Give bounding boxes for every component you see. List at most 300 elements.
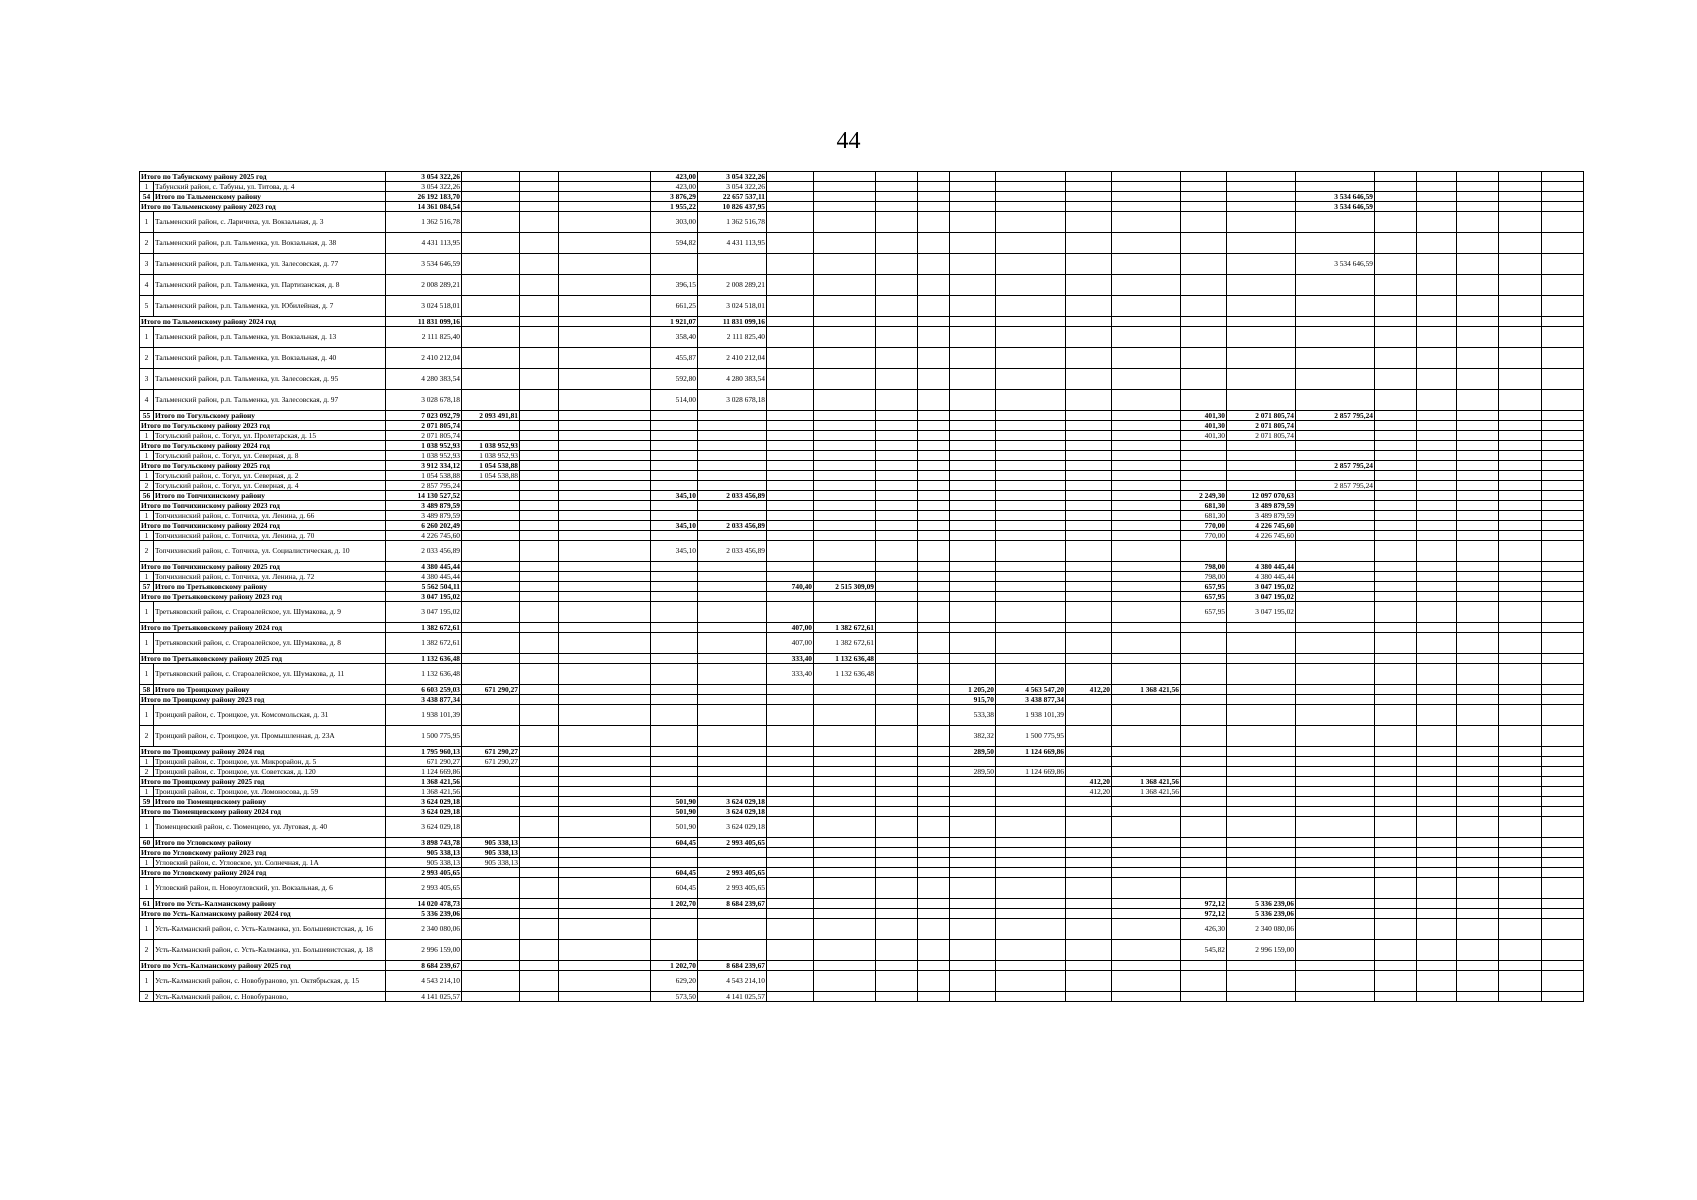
table-row (140, 664, 1584, 685)
empty-cell (996, 491, 1066, 501)
empty-cell (876, 592, 918, 602)
empty-cell (1375, 757, 1417, 767)
empty-cell (462, 633, 520, 654)
empty-cell (1066, 348, 1112, 369)
row-index-cell: 59 (140, 797, 154, 807)
empty-cell (876, 654, 918, 664)
empty-cell (1296, 747, 1375, 757)
empty-cell (1457, 461, 1499, 471)
empty-cell (1066, 531, 1112, 541)
empty-cell (950, 562, 996, 572)
empty-cell (462, 501, 520, 511)
empty-cell (462, 192, 520, 202)
empty-cell (1499, 192, 1542, 202)
empty-cell (698, 254, 767, 275)
empty-cell (1417, 592, 1457, 602)
row-index-cell: 61 (140, 899, 154, 909)
empty-cell (1457, 807, 1499, 817)
row-index-cell: 2 (140, 726, 154, 747)
empty-cell (1542, 491, 1584, 501)
empty-cell (996, 664, 1066, 685)
empty-cell (1457, 695, 1499, 705)
empty-cell (876, 348, 918, 369)
empty-cell (698, 858, 767, 868)
empty-cell (1066, 327, 1112, 348)
row-index-cell: 4 (140, 275, 154, 296)
empty-cell (1417, 369, 1457, 390)
amount-cell: 1 362 516,78 (386, 212, 462, 233)
empty-cell (1066, 421, 1112, 431)
amount-cell: 3 876,29 (651, 192, 698, 202)
empty-cell (1112, 327, 1181, 348)
empty-cell (876, 992, 918, 1002)
empty-cell (950, 511, 996, 521)
empty-cell (1542, 441, 1584, 451)
amount-cell: 8 684 239,67 (386, 961, 462, 971)
subtotal-row (140, 961, 1584, 971)
row-name-cell: Усть-Калманский район, с. Новобураново, (154, 992, 386, 1002)
amount-cell: 2 340 080,06 (386, 919, 462, 940)
empty-cell (918, 623, 950, 633)
empty-cell (520, 582, 559, 592)
empty-cell (814, 481, 876, 491)
row-index-cell: 2 (140, 992, 154, 1002)
empty-cell (996, 202, 1066, 212)
empty-cell (996, 369, 1066, 390)
empty-cell (559, 747, 651, 757)
amount-cell: 3 624 029,18 (698, 817, 767, 838)
empty-cell (1375, 817, 1417, 838)
amount-cell: 1 205,20 (950, 685, 996, 695)
empty-cell (1296, 797, 1375, 807)
empty-cell (462, 431, 520, 441)
empty-cell (1112, 572, 1181, 582)
empty-cell (1296, 233, 1375, 254)
empty-cell (1417, 411, 1457, 421)
empty-cell (559, 777, 651, 787)
amount-cell: 8 684 239,67 (698, 961, 767, 971)
empty-cell (559, 192, 651, 202)
row-name-cell: Итого по Угловскому району (154, 838, 386, 848)
empty-cell (996, 919, 1066, 940)
empty-cell (651, 685, 698, 695)
row-name-cell: Усть-Калманский район, с. Новобураново, ул. Октябрьская, д. 15 (154, 971, 386, 992)
district-total-row (140, 685, 1584, 695)
empty-cell (559, 572, 651, 582)
empty-cell (918, 909, 950, 919)
empty-cell (1066, 296, 1112, 317)
table-row (140, 787, 1584, 797)
empty-cell (1375, 327, 1417, 348)
empty-cell (918, 705, 950, 726)
empty-cell (520, 202, 559, 212)
empty-cell (1296, 421, 1375, 431)
empty-cell (1542, 726, 1584, 747)
empty-cell (950, 451, 996, 461)
district-total-row (140, 411, 1584, 421)
empty-cell (1375, 787, 1417, 797)
amount-cell: 1 795 960,13 (386, 747, 462, 757)
empty-cell (996, 562, 1066, 572)
amount-cell: 382,32 (950, 726, 996, 747)
empty-cell (520, 685, 559, 695)
empty-cell (814, 705, 876, 726)
empty-cell (1296, 602, 1375, 623)
empty-cell (918, 685, 950, 695)
empty-cell (651, 848, 698, 858)
amount-cell: 905 338,13 (462, 848, 520, 858)
empty-cell (996, 757, 1066, 767)
empty-cell (876, 971, 918, 992)
table-row (140, 757, 1584, 767)
empty-cell (1499, 878, 1542, 899)
empty-cell (814, 501, 876, 511)
empty-cell (559, 685, 651, 695)
empty-cell (1296, 562, 1375, 572)
empty-cell (1417, 868, 1457, 878)
amount-cell: 770,00 (1181, 531, 1227, 541)
empty-cell (1112, 909, 1181, 919)
empty-cell (996, 390, 1066, 411)
empty-cell (1417, 275, 1457, 296)
empty-cell (814, 491, 876, 501)
empty-cell (918, 848, 950, 858)
empty-cell (814, 685, 876, 695)
empty-cell (996, 797, 1066, 807)
empty-cell (520, 461, 559, 471)
empty-cell (559, 327, 651, 348)
empty-cell (1417, 961, 1457, 971)
empty-cell (651, 940, 698, 961)
row-index-cell: 1 (140, 705, 154, 726)
amount-cell: 2 033 456,89 (698, 491, 767, 501)
table-row (140, 531, 1584, 541)
empty-cell (918, 858, 950, 868)
row-name-cell: Итого по Табунскому району 2025 год (140, 172, 386, 182)
empty-cell (950, 501, 996, 511)
empty-cell (767, 807, 814, 817)
empty-cell (918, 919, 950, 940)
empty-cell (1542, 511, 1584, 521)
empty-cell (996, 623, 1066, 633)
empty-cell (876, 296, 918, 317)
row-index-cell: 1 (140, 971, 154, 992)
empty-cell (520, 878, 559, 899)
empty-cell (698, 633, 767, 654)
empty-cell (814, 807, 876, 817)
empty-cell (918, 172, 950, 182)
amount-cell: 423,00 (651, 182, 698, 192)
empty-cell (1181, 817, 1227, 838)
empty-cell (814, 787, 876, 797)
empty-cell (1499, 919, 1542, 940)
empty-cell (1375, 254, 1417, 275)
empty-cell (1457, 592, 1499, 602)
amount-cell: 501,90 (651, 807, 698, 817)
empty-cell (520, 654, 559, 664)
empty-cell (1375, 838, 1417, 848)
empty-cell (1499, 202, 1542, 212)
empty-cell (1457, 369, 1499, 390)
empty-cell (1375, 582, 1417, 592)
empty-cell (1066, 971, 1112, 992)
empty-cell (950, 212, 996, 233)
empty-cell (1296, 971, 1375, 992)
empty-cell (814, 511, 876, 521)
empty-cell (462, 572, 520, 582)
empty-cell (1296, 531, 1375, 541)
amount-cell: 3 054 322,26 (698, 172, 767, 182)
table-row (140, 481, 1584, 491)
empty-cell (698, 787, 767, 797)
subtotal-row (140, 868, 1584, 878)
empty-cell (520, 451, 559, 461)
empty-cell (1499, 940, 1542, 961)
amount-cell: 3 624 029,18 (386, 797, 462, 807)
empty-cell (950, 757, 996, 767)
empty-cell (1227, 705, 1296, 726)
table-row (140, 878, 1584, 899)
empty-cell (814, 182, 876, 192)
empty-cell (814, 471, 876, 481)
empty-cell (996, 582, 1066, 592)
empty-cell (950, 868, 996, 878)
empty-cell (1542, 919, 1584, 940)
empty-cell (1296, 787, 1375, 797)
empty-cell (918, 511, 950, 521)
empty-cell (1542, 481, 1584, 491)
empty-cell (876, 777, 918, 787)
empty-cell (1296, 654, 1375, 664)
empty-cell (1542, 592, 1584, 602)
empty-cell (1375, 807, 1417, 817)
amount-cell: 401,30 (1181, 431, 1227, 441)
empty-cell (1542, 838, 1584, 848)
empty-cell (767, 348, 814, 369)
empty-cell (1112, 817, 1181, 838)
empty-cell (1296, 390, 1375, 411)
empty-cell (520, 797, 559, 807)
row-name-cell: Тогульский район, с. Тогул, ул. Северная, д. 4 (154, 481, 386, 491)
empty-cell (1499, 654, 1542, 664)
table-row (140, 233, 1584, 254)
empty-cell (996, 777, 1066, 787)
empty-cell (1181, 317, 1227, 327)
amount-cell: 2 857 795,24 (1296, 461, 1375, 471)
amount-cell: 333,40 (767, 654, 814, 664)
empty-cell (1499, 971, 1542, 992)
empty-cell (1499, 747, 1542, 757)
empty-cell (918, 868, 950, 878)
empty-cell (698, 451, 767, 461)
empty-cell (918, 582, 950, 592)
subtotal-row (140, 202, 1584, 212)
empty-cell (1457, 511, 1499, 521)
empty-cell (1296, 705, 1375, 726)
empty-cell (651, 531, 698, 541)
empty-cell (950, 797, 996, 807)
empty-cell (1417, 797, 1457, 807)
empty-cell (1375, 212, 1417, 233)
empty-cell (814, 327, 876, 348)
empty-cell (950, 182, 996, 192)
amount-cell: 545,82 (1181, 940, 1227, 961)
empty-cell (876, 940, 918, 961)
empty-cell (1112, 491, 1181, 501)
empty-cell (1227, 348, 1296, 369)
empty-cell (767, 541, 814, 562)
empty-cell (876, 757, 918, 767)
empty-cell (814, 767, 876, 777)
table-row (140, 327, 1584, 348)
empty-cell (950, 421, 996, 431)
empty-cell (876, 317, 918, 327)
empty-cell (1112, 654, 1181, 664)
row-name-cell: Тогульский район, с. Тогул, ул. Пролетарская, д. 15 (154, 431, 386, 441)
empty-cell (1296, 471, 1375, 481)
empty-cell (876, 582, 918, 592)
empty-cell (950, 848, 996, 858)
empty-cell (1375, 441, 1417, 451)
empty-cell (1417, 296, 1457, 317)
empty-cell (1375, 471, 1417, 481)
empty-cell (1296, 777, 1375, 787)
empty-cell (814, 592, 876, 602)
empty-cell (767, 838, 814, 848)
amount-cell: 671 290,27 (386, 757, 462, 767)
empty-cell (1112, 582, 1181, 592)
empty-cell (918, 767, 950, 777)
empty-cell (1542, 961, 1584, 971)
amount-cell: 3 028 678,18 (386, 390, 462, 411)
empty-cell (1499, 431, 1542, 441)
empty-cell (1227, 992, 1296, 1002)
empty-cell (520, 777, 559, 787)
empty-cell (1417, 192, 1457, 202)
amount-cell: 2 857 795,24 (1296, 481, 1375, 491)
empty-cell (1375, 747, 1417, 757)
amount-cell: 905 338,13 (386, 858, 462, 868)
empty-cell (651, 747, 698, 757)
empty-cell (918, 431, 950, 441)
empty-cell (996, 541, 1066, 562)
empty-cell (918, 348, 950, 369)
empty-cell (767, 940, 814, 961)
amount-cell: 4 226 745,60 (386, 531, 462, 541)
empty-cell (950, 348, 996, 369)
empty-cell (1296, 582, 1375, 592)
empty-cell (1417, 348, 1457, 369)
empty-cell (1066, 848, 1112, 858)
amount-cell: 412,20 (1066, 787, 1112, 797)
amount-cell: 345,10 (651, 521, 698, 531)
empty-cell (651, 909, 698, 919)
empty-cell (814, 390, 876, 411)
row-name-cell: Третьяковский район, с. Староалейское, ул. Шумакова, д. 8 (154, 633, 386, 654)
empty-cell (1112, 848, 1181, 858)
empty-cell (1375, 797, 1417, 807)
amount-cell: 3 024 518,01 (698, 296, 767, 317)
empty-cell (1499, 899, 1542, 909)
empty-cell (996, 212, 1066, 233)
empty-cell (950, 275, 996, 296)
empty-cell (1542, 192, 1584, 202)
row-index-cell: 56 (140, 491, 154, 501)
empty-cell (1499, 233, 1542, 254)
empty-cell (1227, 481, 1296, 491)
empty-cell (520, 182, 559, 192)
empty-cell (520, 275, 559, 296)
table-row (140, 451, 1584, 461)
empty-cell (814, 848, 876, 858)
amount-cell: 1 202,70 (651, 899, 698, 909)
empty-cell (1296, 685, 1375, 695)
empty-cell (520, 501, 559, 511)
empty-cell (814, 695, 876, 705)
empty-cell (1542, 807, 1584, 817)
empty-cell (767, 441, 814, 451)
empty-cell (1542, 909, 1584, 919)
empty-cell (814, 868, 876, 878)
empty-cell (1112, 705, 1181, 726)
empty-cell (1066, 511, 1112, 521)
empty-cell (559, 491, 651, 501)
empty-cell (698, 592, 767, 602)
empty-cell (918, 254, 950, 275)
empty-cell (1296, 431, 1375, 441)
amount-cell: 345,10 (651, 491, 698, 501)
amount-cell: 412,20 (1066, 685, 1112, 695)
empty-cell (698, 582, 767, 592)
empty-cell (651, 623, 698, 633)
empty-cell (814, 212, 876, 233)
empty-cell (1227, 369, 1296, 390)
empty-cell (651, 481, 698, 491)
empty-cell (520, 411, 559, 421)
empty-cell (651, 501, 698, 511)
empty-cell (1457, 767, 1499, 777)
amount-cell: 2 993 405,65 (698, 868, 767, 878)
empty-cell (559, 726, 651, 747)
empty-cell (876, 685, 918, 695)
amount-cell: 905 338,13 (462, 838, 520, 848)
empty-cell (814, 777, 876, 787)
empty-cell (996, 431, 1066, 441)
row-index-cell: 4 (140, 390, 154, 411)
empty-cell (767, 192, 814, 202)
empty-cell (1227, 623, 1296, 633)
empty-cell (520, 787, 559, 797)
row-index-cell: 54 (140, 192, 154, 202)
empty-cell (767, 390, 814, 411)
empty-cell (996, 817, 1066, 838)
empty-cell (950, 909, 996, 919)
empty-cell (996, 838, 1066, 848)
amount-cell: 333,40 (767, 664, 814, 685)
empty-cell (1375, 940, 1417, 961)
empty-cell (1542, 461, 1584, 471)
subtotal-row (140, 592, 1584, 602)
empty-cell (520, 531, 559, 541)
amount-cell: 3 047 195,02 (386, 592, 462, 602)
empty-cell (520, 807, 559, 817)
empty-cell (1296, 961, 1375, 971)
empty-cell (1542, 817, 1584, 838)
district-total-row (140, 491, 1584, 501)
empty-cell (1417, 654, 1457, 664)
empty-cell (814, 202, 876, 212)
empty-cell (1417, 787, 1457, 797)
